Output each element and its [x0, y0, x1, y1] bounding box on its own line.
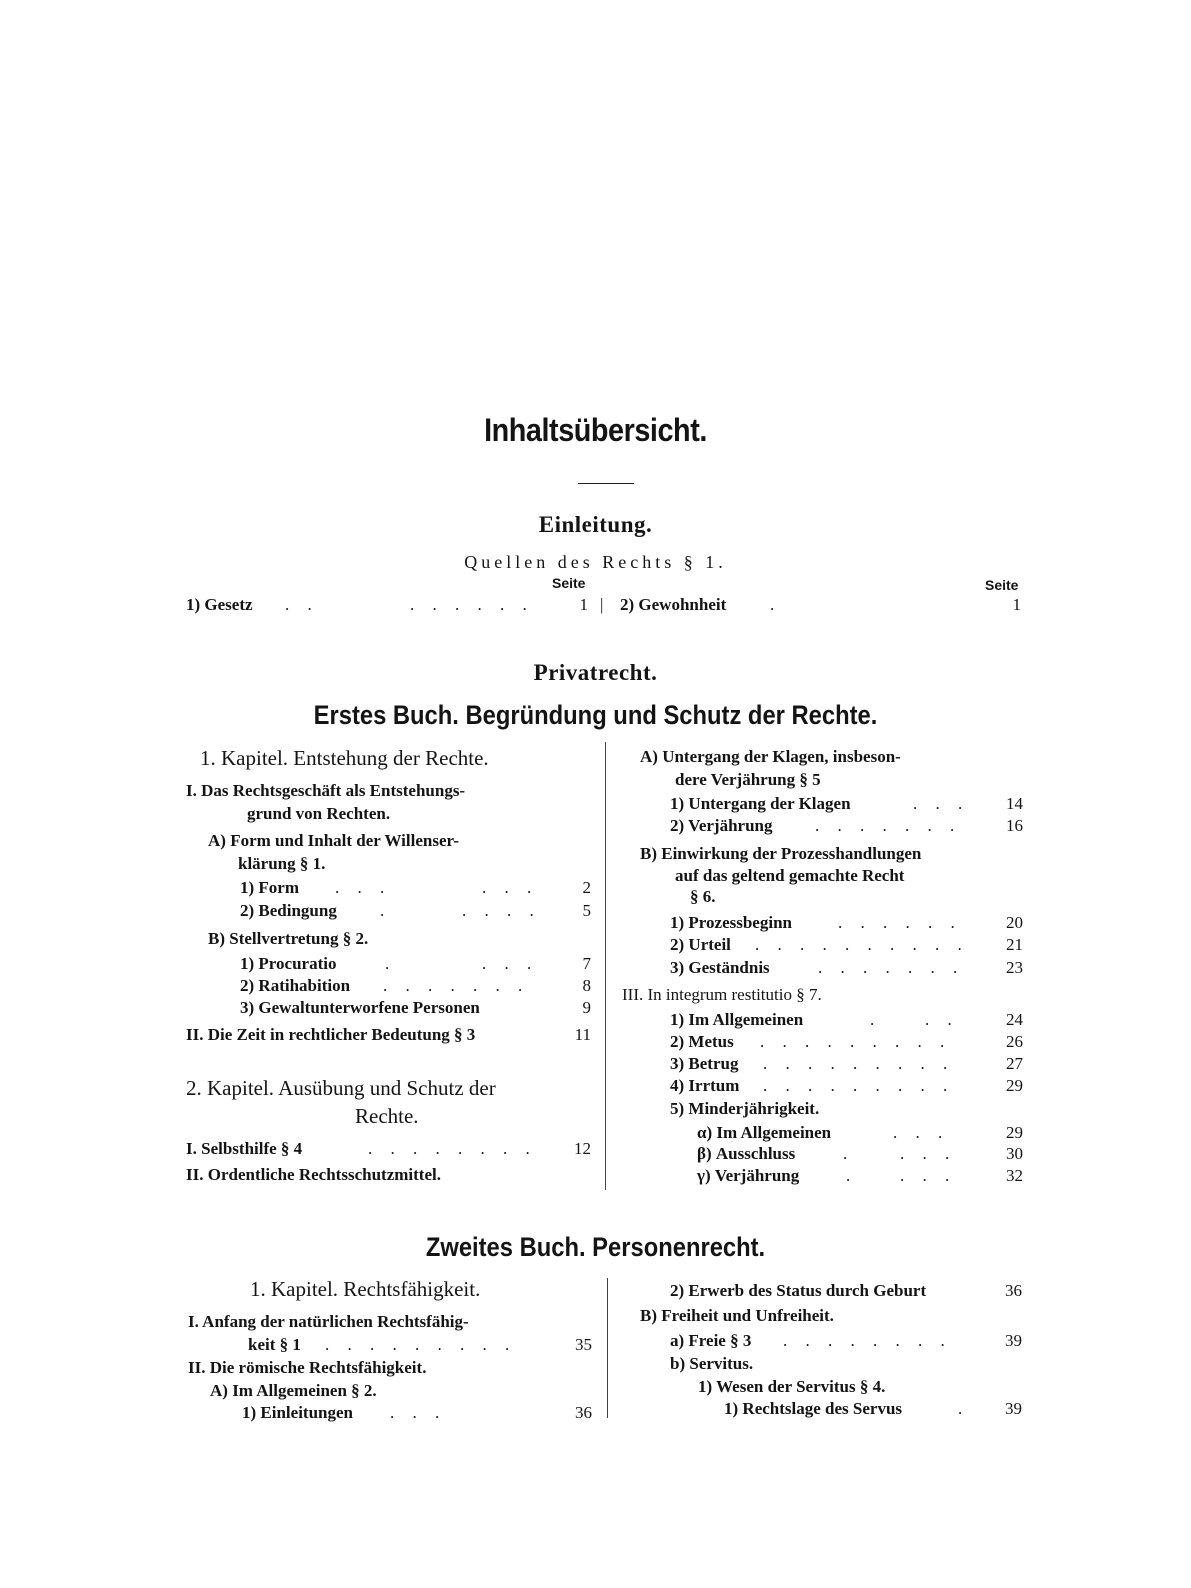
toc-entry[interactable]: III. In integrum restitutio § 7.	[622, 985, 822, 1004]
page-number: 16	[1006, 816, 1023, 835]
leader-dots: . . . . . . . .	[368, 1139, 537, 1158]
toc-entry[interactable]: 1) Im Allgemeinen	[670, 1010, 804, 1029]
column-separator: |	[600, 595, 604, 614]
seite-label-left: Seite	[552, 575, 586, 591]
toc-entry-gewohnheit[interactable]: 2) Gewohnheit	[620, 595, 727, 614]
toc-entry[interactable]: 1) Prozessbeginn	[670, 913, 792, 932]
page-title: Inhaltsübersicht.	[484, 412, 707, 448]
toc-entry[interactable]: 1) Einleitungen	[242, 1403, 353, 1422]
toc-entry-cont: klärung § 1.	[238, 854, 326, 873]
toc-entry[interactable]: B) Freiheit und Unfreiheit.	[640, 1306, 834, 1325]
toc-entry-cont: grund von Rechten.	[247, 804, 391, 823]
leader-dots: . . . . . .	[838, 913, 962, 932]
leader-dots: .	[870, 1010, 882, 1029]
leader-dots: . . .	[482, 878, 539, 897]
column-divider	[605, 742, 606, 1190]
toc-entry[interactable]: 4) Irrtum	[670, 1076, 740, 1095]
toc-entry[interactable]: 1) Wesen der Servitus § 4.	[698, 1377, 886, 1396]
page-number: 5	[582, 901, 591, 920]
leader-dots: . . . . . . . . .	[763, 1076, 955, 1095]
chapter-heading-cont: Rechte.	[355, 1104, 419, 1128]
page-number: 32	[1006, 1166, 1023, 1185]
toc-entry-cont: keit § 1	[248, 1335, 301, 1354]
einleitung-subheading: Quellen des Rechts § 1.	[464, 552, 727, 572]
toc-entry[interactable]: B) Einwirkung der Prozesshandlungen	[640, 844, 922, 863]
page-number: 7	[582, 954, 591, 973]
page-number: 20	[1006, 913, 1023, 932]
chapter-heading: 1. Kapitel. Entstehung der Rechte.	[200, 746, 489, 770]
page-number: 1	[1012, 595, 1021, 614]
leader-dots: . . .	[893, 1123, 950, 1142]
toc-entry[interactable]: A) Im Allgemeinen § 2.	[210, 1381, 377, 1400]
page-number: 9	[582, 998, 591, 1017]
toc-entry[interactable]: II. Die römische Rechtsfähigkeit.	[188, 1358, 427, 1377]
leader-dots: .	[843, 1144, 855, 1163]
leader-dots: . . . .	[462, 901, 541, 920]
seite-label-right: Seite	[985, 577, 1019, 593]
title-divider	[578, 483, 634, 484]
toc-entry[interactable]: 1) Rechtslage des Servus	[724, 1399, 903, 1418]
page-number: 30	[1006, 1144, 1023, 1163]
toc-entry[interactable]: A) Form und Inhalt der Willenser-	[208, 831, 460, 850]
toc-entry[interactable]: 3) Betrug	[670, 1054, 739, 1073]
toc-entry[interactable]: α) Im Allgemeinen	[697, 1123, 832, 1142]
toc-entry[interactable]: 2) Urteil	[670, 935, 731, 954]
leader-dots: . . .	[913, 794, 970, 813]
leader-dots: .	[958, 1399, 970, 1418]
leader-dots: . . .	[390, 1403, 447, 1422]
leader-dots: . .	[285, 595, 319, 614]
toc-entry[interactable]: I. Das Rechtsgeschäft als Entstehungs-	[186, 781, 466, 800]
page-number: 29	[1006, 1076, 1023, 1095]
toc-entry[interactable]: A) Untergang der Klagen, insbeson-	[640, 747, 901, 766]
page-number: 11	[574, 1025, 591, 1044]
einleitung-heading: Einleitung.	[538, 512, 653, 537]
toc-entry[interactable]: 2) Ratihabition	[240, 976, 351, 995]
toc-entry[interactable]: 2) Verjährung	[670, 816, 773, 835]
toc-entry[interactable]: 3) Gewaltunterworfene Personen	[240, 998, 480, 1017]
page-number: 26	[1006, 1032, 1023, 1051]
chapter-heading: 1. Kapitel. Rechtsfähigkeit.	[250, 1277, 481, 1301]
toc-entry-gesetz[interactable]: 1) Gesetz	[186, 595, 253, 614]
chapter-heading: 2. Kapitel. Ausübung und Schutz der	[186, 1076, 496, 1100]
toc-entry[interactable]: I. Selbsthilfe § 4	[186, 1139, 303, 1158]
leader-dots: .	[770, 595, 782, 614]
toc-entry[interactable]: B) Stellvertretung § 2.	[208, 929, 369, 948]
page-number: 1	[579, 595, 588, 614]
page-number: 39	[1005, 1331, 1022, 1350]
toc-entry[interactable]: b) Servitus.	[670, 1354, 754, 1373]
toc-entry[interactable]: 2) Metus	[670, 1032, 734, 1051]
page-number: 35	[575, 1335, 592, 1354]
leader-dots: . . . . . . . . . .	[755, 935, 969, 954]
toc-entry[interactable]: 2) Bedingung	[240, 901, 337, 920]
page-number: 21	[1006, 935, 1023, 954]
leader-dots: . . .	[335, 878, 392, 897]
page-number: 27	[1006, 1054, 1023, 1073]
page-number: 12	[574, 1139, 591, 1158]
leader-dots: . .	[925, 1010, 959, 1029]
page-number: 14	[1006, 794, 1023, 813]
leader-dots: . . . . . . .	[818, 958, 965, 977]
page-number: 2	[582, 878, 591, 897]
page-number: 23	[1006, 958, 1023, 977]
leader-dots: . . . . . . . . .	[760, 1032, 952, 1051]
erstes-buch-heading: Erstes Buch. Begründung und Schutz der Rechte.	[313, 700, 878, 730]
zweites-buch-heading: Zweites Buch. Personenrecht.	[425, 1232, 766, 1262]
column-divider	[607, 1278, 608, 1418]
leader-dots: .	[380, 901, 392, 920]
toc-entry[interactable]: a) Freie § 3	[670, 1331, 752, 1350]
leader-dots: . . . . . . .	[815, 816, 962, 835]
toc-entry[interactable]: II. Die Zeit in rechtlicher Bedeutung § 3	[186, 1025, 476, 1044]
toc-entry[interactable]: 5) Minderjährigkeit.	[670, 1099, 820, 1118]
toc-entry-cont: dere Verjährung § 5	[675, 770, 821, 789]
leader-dots: . . . . . . . .	[783, 1331, 952, 1350]
leader-dots: . . . . . . .	[383, 976, 530, 995]
toc-entry[interactable]: 1) Form	[240, 878, 300, 897]
page-number: 36	[575, 1403, 592, 1422]
leader-dots: .	[846, 1166, 858, 1185]
page-number: 24	[1006, 1010, 1023, 1029]
privatrecht-heading: Privatrecht.	[533, 660, 658, 685]
toc-entry-cont: § 6.	[690, 887, 716, 906]
toc-entry[interactable]: γ) Verjährung	[697, 1166, 800, 1185]
leader-dots: . . .	[900, 1144, 957, 1163]
toc-entry[interactable]: β) Ausschluss	[697, 1144, 796, 1163]
leader-dots: . . .	[900, 1166, 957, 1185]
leader-dots: .	[385, 954, 397, 973]
leader-dots: . . . . . . . . .	[763, 1054, 955, 1073]
toc-entry[interactable]: I. Anfang der natürlichen Rechtsfähig-	[188, 1312, 469, 1331]
page-number: 8	[582, 976, 591, 995]
toc-entry[interactable]: 1) Procuratio	[240, 954, 337, 973]
toc-entry[interactable]: II. Ordentliche Rechtsschutzmittel.	[186, 1165, 441, 1184]
toc-entry[interactable]: 1) Untergang der Klagen	[670, 794, 851, 813]
page-number: 29	[1006, 1123, 1023, 1142]
page-number: 39	[1005, 1399, 1022, 1418]
leader-dots: . . . . . .	[410, 595, 534, 614]
leader-dots: . . . . . . . . .	[325, 1335, 517, 1354]
toc-entry-cont: auf das geltend gemachte Recht	[675, 866, 905, 885]
page-number: 36	[1005, 1281, 1022, 1300]
toc-entry[interactable]: 2) Erwerb des Status durch Geburt	[670, 1281, 927, 1300]
toc-entry[interactable]: 3) Geständnis	[670, 958, 770, 977]
leader-dots: . . .	[482, 954, 539, 973]
